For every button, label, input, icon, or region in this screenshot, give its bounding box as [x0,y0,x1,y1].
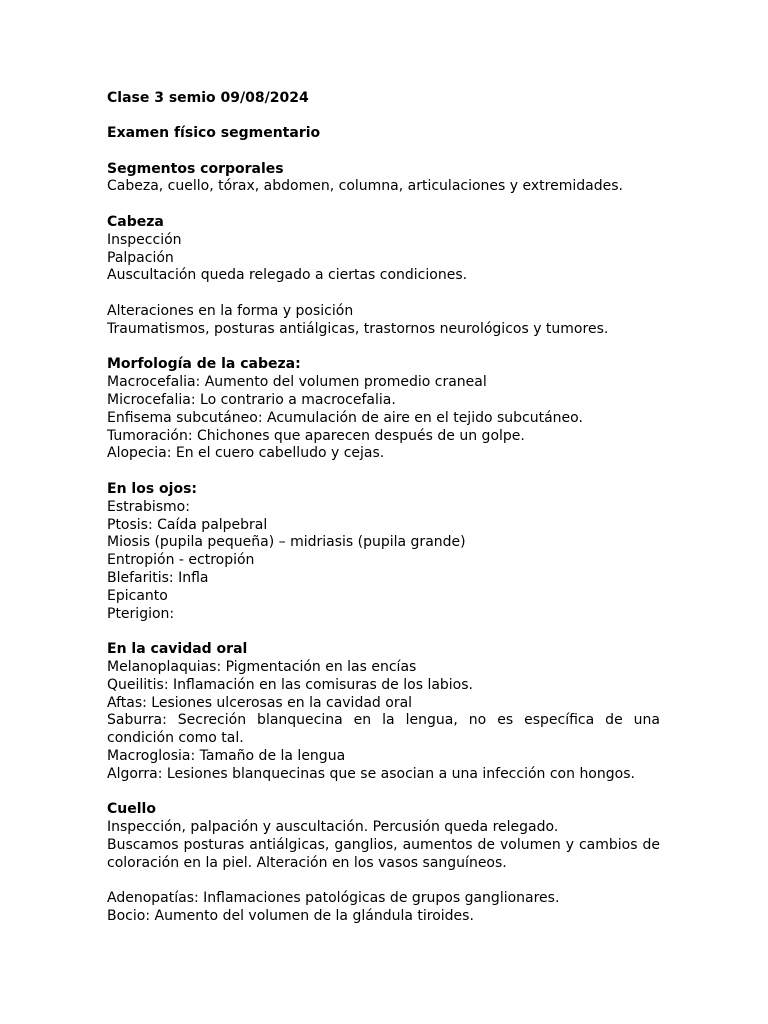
section-text-segmentos: Cabeza, cuello, tórax, abdomen, columna, articulaciones y extremidades. [107,178,623,195]
text-line: Algorra: Lesiones blanquecinas que se asocian a una infección con hongos. [107,765,635,782]
text-line: Palpación [107,249,174,266]
text-line: Miosis (pupila pequeña) – midriasis (pupila grande) [107,534,466,551]
section-heading-segmentos: Segmentos corporales [107,160,284,177]
text-line: Auscultación queda relegado a ciertas condiciones. [107,267,468,284]
section-heading-cuello: Cuello [107,801,156,818]
text-line: Estrabismo: [107,498,190,515]
text-line: Blefaritis: Infla [107,570,209,587]
text-line: Alteraciones en la forma y posición [107,303,354,320]
section-heading-ojos: En los ojos: [107,481,197,498]
text-line: Melanoplaquias: Pigmentación en las encías [107,659,417,675]
text-line: Microcefalia: Lo contrario a macrocefalia. [107,392,396,409]
text-line: Aftas: Lesiones ulcerosas en la cavidad oral [107,694,413,711]
document-subtitle: Examen físico segmentario [107,125,321,142]
spacer [107,143,660,161]
text-paragraph-saburra: Saburra: Secreción blanquecina en la lengua, no es específica de una condición como tal. [107,712,660,747]
text-line: Inspección [107,231,182,248]
text-line: Pterigion: [107,605,175,622]
text-line: Macrocefalia: Aumento del volumen promedio craneal [107,374,487,391]
spacer [107,285,660,303]
text-line: Inspección, palpación y auscultación. Percusión queda relegado. [107,819,559,836]
spacer [107,339,660,357]
section-heading-cavidad-oral: En la cavidad oral [107,641,248,658]
document-title: Clase 3 semio 09/08/2024 [107,89,309,106]
spacer [107,196,660,214]
text-line: Epicanto [107,587,168,604]
text-line: Traumatismos, posturas antiálgicas, trastornos neurológicos y tumores. [107,320,609,337]
spacer [107,784,660,802]
spacer [107,463,660,481]
text-line: Entropión - ectropión [107,552,255,569]
text-line: Macroglosia: Tamaño de la lengua [107,747,346,764]
text-line: Enfisema subcutáneo: Acumulación de aire en el tejido subcutáneo. [107,409,583,426]
text-line: Adenopatías: Inflamaciones patológicas de grupos ganglionares. [107,890,560,907]
spacer [107,873,660,891]
text-line: Tumoración: Chichones que aparecen después de un golpe. [107,427,525,444]
text-line: Ptosis: Caída palpebral [107,516,268,533]
text-line: Queilitis: Inflamación en las comisuras de los labios. [107,676,473,693]
text-line: Alopecia: En el cuero cabelludo y cejas. [107,445,385,462]
text-paragraph-cuello: Buscamos posturas antiálgicas, ganglios, aumentos de volumen y cambios de coloración en la piel. Alteración en los vasos sanguíneos. [107,836,660,871]
spacer [107,623,660,641]
spacer [107,107,660,125]
section-heading-morfologia: Morfología de la cabeza: [107,356,301,373]
text-line: Bocio: Aumento del volumen de la glándula tiroides. [107,908,474,925]
section-heading-cabeza: Cabeza [107,214,164,231]
